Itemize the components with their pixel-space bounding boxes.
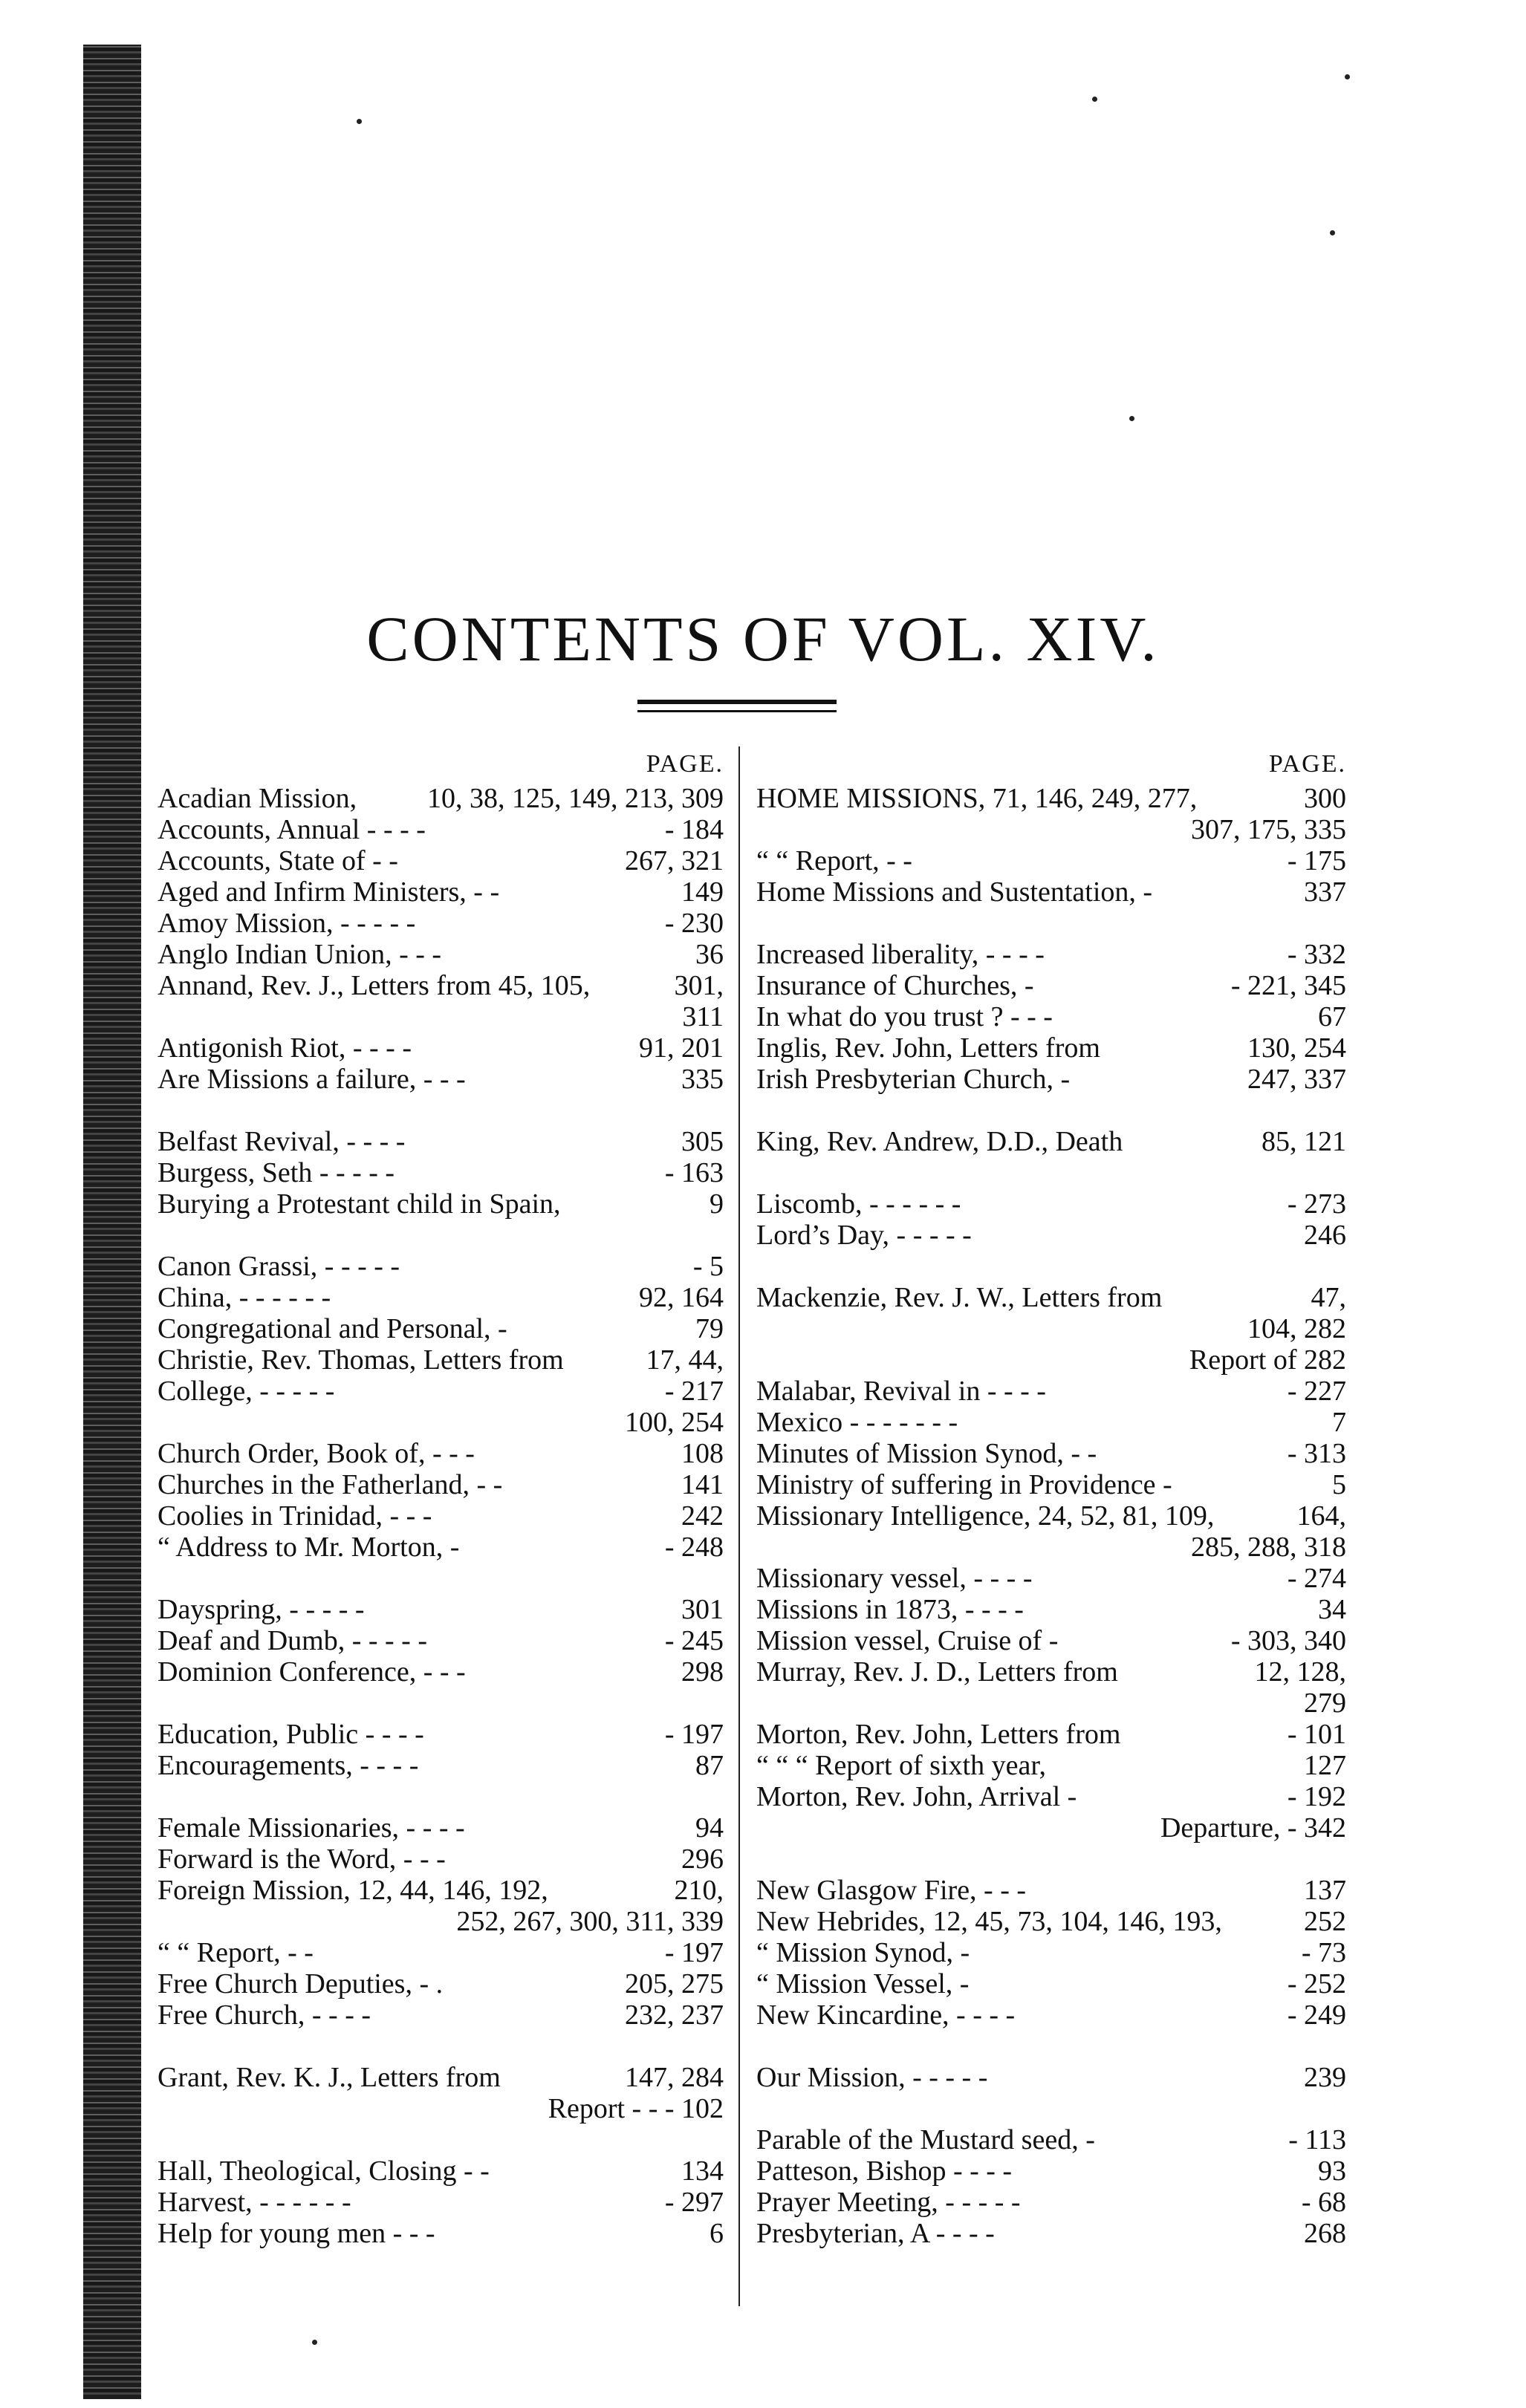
entry-pages: 67 [1318, 1001, 1346, 1032]
entry-pages: 298 [681, 1656, 724, 1688]
entry-text: Home Missions and Sustentation, - [756, 876, 1153, 908]
title-rule-thick [637, 700, 837, 704]
index-entry [158, 1937, 724, 1968]
index-entry [756, 1500, 1346, 1532]
entry-text: Murray, Rev. J. D., Letters from [756, 1656, 1118, 1688]
entry-pages: 242 [681, 1500, 724, 1532]
entry-pages: - 273 [1287, 1188, 1346, 1220]
entry-pages: 252, 267, 300, 311, 339 [456, 1906, 724, 1937]
index-entry [158, 845, 724, 876]
entry-pages: 305 [681, 1126, 724, 1157]
index-entry [756, 1999, 1346, 2031]
entry-pages [1339, 1157, 1346, 1188]
entry-text: Our Mission, - - - - - [756, 2062, 988, 2093]
entry-pages: 335 [681, 1064, 724, 1095]
index-entry [158, 1282, 724, 1313]
entry-text: Dayspring, - - - - - [158, 1594, 365, 1625]
entry-gap [158, 2124, 724, 2155]
entry-pages: - 274 [1287, 1563, 1346, 1594]
entry-text: Amoy Mission, - - - - - [158, 908, 416, 939]
entry-gap [756, 2031, 1346, 2062]
entry-text: Foreign Mission, 12, 44, 146, 192, [158, 1875, 548, 1906]
entry-text: Patteson, Bishop - - - - [756, 2155, 1013, 2187]
entry-pages: 267, 321 [625, 845, 724, 876]
index-entry [158, 1968, 724, 1999]
print-speck [1129, 416, 1134, 421]
index-entry [158, 1719, 724, 1750]
entry-text: “ “ “ Report of sixth year, [756, 1750, 1046, 1781]
index-entry [158, 939, 724, 970]
index-entry [756, 1469, 1346, 1500]
index-entry [158, 1875, 724, 1906]
entry-text: New Glasgow Fire, - - - [756, 1875, 1027, 1906]
entry-pages: - 332 [1287, 939, 1346, 970]
index-entry [158, 1500, 724, 1532]
entry-pages: 247, 337 [1247, 1064, 1346, 1095]
entry-pages: 94 [695, 1812, 724, 1844]
index-entry [158, 1064, 724, 1095]
entry-pages [1339, 1251, 1346, 1282]
entry-pages: 47, [1311, 1282, 1346, 1313]
print-speck [1345, 74, 1350, 79]
entry-text: Presbyterian, A - - - - [756, 2218, 995, 2249]
entry-pages: - 175 [1287, 845, 1346, 876]
index-entry [756, 1781, 1346, 1812]
entry-pages: - 313 [1287, 1438, 1346, 1469]
entry-text: Help for young men - - - [158, 2218, 435, 2249]
entry-text: Increased liberality, - - - - [756, 939, 1045, 970]
entry-pages: Report - - - 102 [548, 2093, 724, 2124]
right-column [756, 750, 1346, 2249]
entry-text: Belfast Revival, - - - - [158, 1126, 406, 1157]
index-entry [756, 845, 1346, 876]
index-entry [158, 1469, 724, 1500]
entry-pages [1339, 2093, 1346, 2124]
entry-text: Missionary Intelligence, 24, 52, 81, 109, [756, 1500, 1215, 1532]
index-entry [158, 970, 724, 1001]
entry-text: “ “ Report, - - [158, 1937, 314, 1968]
entry-text: Missionary vessel, - - - - [756, 1563, 1033, 1594]
index-entry [756, 1906, 1346, 1937]
entry-pages: 232, 237 [625, 1999, 724, 2031]
entry-text: “ Mission Vessel, - [756, 1968, 970, 1999]
entry-pages: - 197 [664, 1937, 724, 1968]
left-entries [158, 783, 724, 2249]
entry-gap [756, 2093, 1346, 2124]
column-divider [738, 746, 740, 2306]
index-entry [756, 1937, 1346, 1968]
entry-gap [158, 1563, 724, 1594]
index-entry [158, 1344, 724, 1376]
right-entries [756, 783, 1346, 2249]
book-binding-edge [83, 45, 141, 2399]
index-entry [158, 1126, 724, 1157]
entry-pages: 134 [681, 2155, 724, 2187]
index-entry [756, 1812, 1346, 1844]
entry-text: Annand, Rev. J., Letters from 45, 105, [158, 970, 591, 1001]
entry-pages: 210, [674, 1875, 724, 1906]
entry-text: College, - - - - - [158, 1376, 335, 1407]
entry-text: Harvest, - - - - - - [158, 2187, 351, 2218]
entry-pages: 137 [1304, 1875, 1346, 1906]
entry-text: Forward is the Word, - - - [158, 1844, 446, 1875]
index-entry [158, 1812, 724, 1844]
index-entry [158, 1032, 724, 1064]
entry-pages: 127 [1304, 1750, 1346, 1781]
index-entry [756, 1625, 1346, 1656]
entry-text: Morton, Rev. John, Arrival - [756, 1781, 1077, 1812]
entry-text: Congregational and Personal, - [158, 1313, 507, 1344]
entry-pages [1339, 908, 1346, 939]
entry-pages: 17, 44, [646, 1344, 724, 1376]
index-entry [756, 1344, 1346, 1376]
index-entry [158, 1407, 724, 1438]
index-entry [158, 1001, 724, 1032]
entry-pages: - 221, 345 [1230, 970, 1346, 1001]
index-entry [158, 2093, 724, 2124]
index-entry [158, 876, 724, 908]
entry-pages: 307, 175, 335 [1191, 814, 1346, 845]
entry-pages [716, 2031, 724, 2062]
entry-gap [756, 1844, 1346, 1875]
index-entry [158, 2155, 724, 2187]
entry-text: Lord’s Day, - - - - - [756, 1220, 972, 1251]
entry-pages: 252 [1304, 1906, 1346, 1937]
entry-text: Free Church, - - - - [158, 1999, 371, 2031]
entry-pages: 93 [1318, 2155, 1346, 2187]
entry-pages: - 297 [664, 2187, 724, 2218]
entry-pages: 5 [1332, 1469, 1346, 1500]
entry-pages: - 303, 340 [1230, 1625, 1346, 1656]
entry-text: China, - - - - - - [158, 1282, 331, 1313]
entry-pages: - 5 [692, 1251, 724, 1282]
entry-text: Inglis, Rev. John, Letters from [756, 1032, 1100, 1064]
entry-text: Missions in 1873, - - - - [756, 1594, 1024, 1625]
entry-pages: - 245 [664, 1625, 724, 1656]
index-entry [158, 2218, 724, 2249]
index-entry [158, 2187, 724, 2218]
entry-text: Morton, Rev. John, Letters from [756, 1719, 1121, 1750]
entry-pages: 34 [1318, 1594, 1346, 1625]
entry-text: Are Missions a failure, - - - [158, 1064, 466, 1095]
title-rule-thin [637, 710, 837, 712]
index-entry [158, 1376, 724, 1407]
print-speck [357, 119, 362, 124]
entry-pages: 301 [681, 1594, 724, 1625]
entry-text: Insurance of Churches, - [756, 970, 1034, 1001]
entry-pages: 10, 38, 125, 149, 213, 309 [427, 783, 724, 814]
entry-pages: 36 [695, 939, 724, 970]
entry-pages: 141 [681, 1469, 724, 1500]
entry-pages: - 184 [664, 814, 724, 845]
entry-pages: 104, 282 [1247, 1313, 1346, 1344]
entry-gap [756, 908, 1346, 939]
entry-gap [158, 1781, 724, 1812]
entry-text: Liscomb, - - - - - - [756, 1188, 961, 1220]
entry-text: Accounts, State of - - [158, 845, 398, 876]
index-entry [158, 1999, 724, 2031]
entry-text: Coolies in Trinidad, - - - [158, 1500, 432, 1532]
index-entry [756, 1001, 1346, 1032]
entry-pages: - 197 [664, 1719, 724, 1750]
index-entry [756, 1313, 1346, 1344]
index-entry [756, 1875, 1346, 1906]
entry-pages: 108 [681, 1438, 724, 1469]
entry-pages: 296 [681, 1844, 724, 1875]
entry-pages: 12, 128, [1254, 1656, 1346, 1688]
entry-pages: Departure, - 342 [1160, 1812, 1346, 1844]
entry-pages: - 113 [1288, 2124, 1346, 2155]
entry-gap [756, 1251, 1346, 1282]
index-entry [756, 1719, 1346, 1750]
entry-text: Prayer Meeting, - - - - - [756, 2187, 1021, 2218]
entry-text: New Kincardine, - - - - [756, 1999, 1016, 2031]
print-speck [312, 2340, 317, 2345]
index-entry [158, 2062, 724, 2093]
print-speck [1330, 230, 1335, 235]
entry-text: Encouragements, - - - - [158, 1750, 419, 1781]
entry-text: Mission vessel, Cruise of - [756, 1625, 1059, 1656]
index-entry [756, 2218, 1346, 2249]
print-speck [1092, 97, 1097, 102]
index-entry [756, 1282, 1346, 1313]
index-entry [158, 1313, 724, 1344]
index-entry [158, 814, 724, 845]
entry-text: Parable of the Mustard seed, - [756, 2124, 1095, 2155]
entry-pages: 311 [682, 1001, 724, 1032]
index-entry [756, 1594, 1346, 1625]
entry-pages [716, 1563, 724, 1594]
entry-pages: 239 [1304, 2062, 1346, 2093]
entry-text: Hall, Theological, Closing - - [158, 2155, 490, 2187]
entry-text: Church Order, Book of, - - - [158, 1438, 475, 1469]
entry-pages [1339, 1095, 1346, 1126]
index-entry [756, 1656, 1346, 1688]
entry-pages: - 252 [1287, 1968, 1346, 1999]
entry-text: Aged and Infirm Ministers, - - [158, 876, 500, 908]
entry-text: Canon Grassi, - - - - - [158, 1251, 400, 1282]
entry-text: Accounts, Annual - - - - [158, 814, 426, 845]
index-entry [158, 1594, 724, 1625]
entry-pages: - 192 [1287, 1781, 1346, 1812]
page-title: CONTENTS OF VOL. XIV. [366, 603, 1160, 674]
entry-pages: 9 [710, 1188, 724, 1220]
entry-gap [756, 1095, 1346, 1126]
index-entry [158, 1251, 724, 1282]
entry-pages: 205, 275 [625, 1968, 724, 1999]
index-entry [158, 1906, 724, 1937]
index-entry [756, 1064, 1346, 1095]
index-entry [756, 783, 1346, 814]
entry-pages: 79 [695, 1313, 724, 1344]
entry-text: Female Missionaries, - - - - [158, 1812, 465, 1844]
entry-text: Irish Presbyterian Church, - [756, 1064, 1071, 1095]
entry-gap [158, 1095, 724, 1126]
index-entry [756, 1032, 1346, 1064]
entry-gap [158, 2031, 724, 2062]
index-entry [756, 1407, 1346, 1438]
index-entry [756, 2155, 1346, 2187]
entry-text: Mexico - - - - - - - [756, 1407, 958, 1438]
entry-gap [158, 1220, 724, 1251]
entry-pages: - 101 [1287, 1719, 1346, 1750]
entry-pages [716, 1688, 724, 1719]
entry-pages: 149 [681, 876, 724, 908]
entry-text: Ministry of suffering in Providence - [756, 1469, 1172, 1500]
index-entry [756, 814, 1346, 845]
entry-pages [716, 2124, 724, 2155]
entry-pages: 130, 254 [1247, 1032, 1346, 1064]
page-column-header: PAGE. [646, 750, 724, 778]
entry-pages: 92, 164 [639, 1282, 724, 1313]
entry-text: Anglo Indian Union, - - - [158, 939, 442, 970]
entry-text: Education, Public - - - - [158, 1719, 424, 1750]
entry-text: “ Mission Synod, - [756, 1937, 970, 1968]
entry-pages: 87 [695, 1750, 724, 1781]
entry-pages: - 163 [664, 1157, 724, 1188]
index-entry [158, 1656, 724, 1688]
entry-pages: 85, 121 [1262, 1126, 1346, 1157]
index-entry [756, 1688, 1346, 1719]
entry-pages: 337 [1304, 876, 1346, 908]
entry-pages [1339, 2031, 1346, 2062]
index-entry [756, 1563, 1346, 1594]
entry-text: Dominion Conference, - - - [158, 1656, 466, 1688]
entry-text: Christie, Rev. Thomas, Letters from [158, 1344, 564, 1376]
index-entry [756, 1220, 1346, 1251]
entry-pages: - 227 [1287, 1376, 1346, 1407]
index-entry [756, 2062, 1346, 2093]
entry-pages: 268 [1304, 2218, 1346, 2249]
entry-text: Deaf and Dumb, - - - - - [158, 1625, 427, 1656]
index-entry [756, 1126, 1346, 1157]
entry-pages: 279 [1304, 1688, 1346, 1719]
index-entry [756, 939, 1346, 970]
entry-pages [716, 1095, 724, 1126]
index-entry [158, 1438, 724, 1469]
index-entry [158, 1625, 724, 1656]
index-entry [158, 1750, 724, 1781]
entry-text: “ “ Report, - - [756, 845, 912, 876]
entry-gap [756, 1157, 1346, 1188]
entry-pages [1339, 1844, 1346, 1875]
page-column-header: PAGE. [1268, 750, 1346, 778]
entry-text: “ Address to Mr. Morton, - [158, 1532, 460, 1563]
entry-text: New Hebrides, 12, 45, 73, 104, 146, 193, [756, 1906, 1222, 1937]
entry-pages: 285, 288, 318 [1191, 1532, 1346, 1563]
index-entry [158, 908, 724, 939]
entry-gap [158, 1688, 724, 1719]
index-entry [756, 2124, 1346, 2155]
entry-text: Minutes of Mission Synod, - - [756, 1438, 1097, 1469]
index-entry [158, 1157, 724, 1188]
entry-pages: - 217 [664, 1376, 724, 1407]
index-entry [756, 1438, 1346, 1469]
entry-pages: - 73 [1301, 1937, 1346, 1968]
entry-pages: 6 [710, 2218, 724, 2249]
entry-text: Acadian Mission, [158, 783, 357, 814]
entry-text: In what do you trust ? - - - [756, 1001, 1053, 1032]
entry-pages: 164, [1296, 1500, 1346, 1532]
index-entry [756, 970, 1346, 1001]
entry-pages: - 248 [664, 1532, 724, 1563]
entry-text: HOME MISSIONS, 71, 146, 249, 277, [756, 783, 1198, 814]
entry-pages: 300 [1304, 783, 1346, 814]
index-entry [756, 1750, 1346, 1781]
index-entry [756, 1968, 1346, 1999]
entry-text: Antigonish Riot, - - - - [158, 1032, 412, 1064]
entry-pages: - 230 [664, 908, 724, 939]
entry-pages [716, 1781, 724, 1812]
entry-text: Free Church Deputies, - . [158, 1968, 444, 1999]
entry-pages: 246 [1304, 1220, 1346, 1251]
index-entry [158, 1532, 724, 1563]
index-entry [158, 1844, 724, 1875]
entry-text: Malabar, Revival in - - - - [756, 1376, 1046, 1407]
index-entry [756, 1188, 1346, 1220]
entry-text: King, Rev. Andrew, D.D., Death [756, 1126, 1123, 1157]
entry-pages: - 249 [1287, 1999, 1346, 2031]
entry-pages [716, 1220, 724, 1251]
left-column [158, 750, 724, 2249]
index-entry [158, 783, 724, 814]
entry-text: Mackenzie, Rev. J. W., Letters from [756, 1282, 1163, 1313]
entry-pages: Report of 282 [1189, 1344, 1346, 1376]
entry-pages: 7 [1332, 1407, 1346, 1438]
entry-pages: - 68 [1301, 2187, 1346, 2218]
entry-pages: 100, 254 [625, 1407, 724, 1438]
entry-pages: 91, 201 [639, 1032, 724, 1064]
entry-pages: 147, 284 [625, 2062, 724, 2093]
entry-pages: 301, [674, 970, 724, 1001]
index-entry [756, 1532, 1346, 1563]
index-entry [756, 876, 1346, 908]
index-entry [756, 1376, 1346, 1407]
entry-text: Burying a Protestant child in Spain, [158, 1188, 561, 1220]
entry-text: Churches in the Fatherland, - - [158, 1469, 503, 1500]
entry-text: Grant, Rev. K. J., Letters from [158, 2062, 501, 2093]
entry-text: Burgess, Seth - - - - - [158, 1157, 395, 1188]
index-entry [756, 2187, 1346, 2218]
index-entry [158, 1188, 724, 1220]
